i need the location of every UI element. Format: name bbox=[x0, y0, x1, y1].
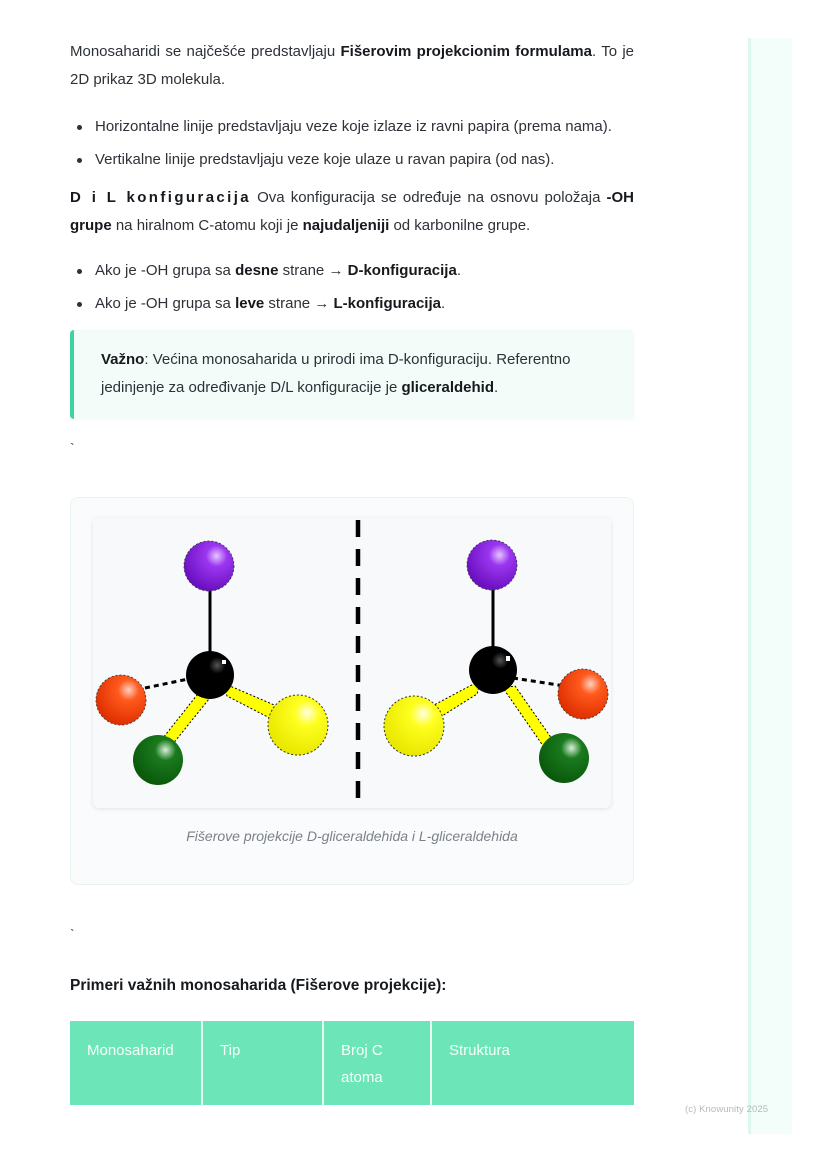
glyceraldehyde-fischer-image bbox=[93, 518, 611, 808]
note-text: Važno: Većina monosaharida u prirodi ima D-konfiguraciju. Referentno jedinjenje za određivanje D/L konfiguracije je gliceraldehid. bbox=[101, 351, 571, 396]
column-header-monosaharid: Monosaharid bbox=[70, 1021, 202, 1105]
column-header-broj-c-atoma: Broj C atoma bbox=[323, 1021, 431, 1105]
monosaccharides-table bbox=[70, 1021, 634, 1105]
dl-rules-list bbox=[70, 258, 634, 316]
stray-backtick: ` bbox=[70, 926, 75, 942]
dl-config-heading: D i L konfiguracija bbox=[70, 189, 252, 206]
figure-caption: Fišerove projekcije D-gliceraldehida i L-gliceraldehida bbox=[186, 828, 518, 844]
projection-rules-list bbox=[70, 114, 634, 172]
table-header-row bbox=[70, 1021, 634, 1105]
l-glyceraldehyde-model bbox=[384, 540, 608, 783]
list-item: Ako je -OH grupa sa leve strane → L-konfiguracija. bbox=[70, 291, 634, 316]
copyright: (c) Knowunity 2025 bbox=[685, 1104, 769, 1115]
column-header-struktura: Struktura bbox=[431, 1021, 634, 1105]
examples-heading: Primeri važnih monosaharida (Fišerove projekcije): bbox=[70, 977, 447, 994]
document-content bbox=[70, 38, 634, 1105]
list-item: Vertikalne linije predstavljaju veze koje ulaze u ravan papira (od nas). bbox=[70, 147, 634, 172]
stray-backtick: ` bbox=[70, 440, 75, 456]
column-header-tip: Tip bbox=[202, 1021, 323, 1105]
d-glyceraldehyde-model bbox=[96, 541, 328, 785]
side-panel bbox=[748, 38, 792, 1134]
dl-config-paragraph: D i L konfiguracija Ova konfiguracija se određuje na osnovu položaja -OH grupe na hiralnom C-atomu koji je najudaljeniji od karbonilne grupe. bbox=[70, 189, 634, 234]
list-item: Horizontalne linije predstavljaju veze koje izlaze iz ravni papira (prema nama). bbox=[70, 114, 634, 139]
list-item: Ako je -OH grupa sa desne strane → D-konfiguracija. bbox=[70, 258, 634, 283]
important-note-callout bbox=[70, 330, 634, 419]
intro-paragraph: Monosaharidi se najčešće predstavljaju Fišerovim projekcionim formulama. To je 2D prikaz 3D molekula. bbox=[70, 43, 635, 88]
figure-card bbox=[70, 497, 634, 885]
